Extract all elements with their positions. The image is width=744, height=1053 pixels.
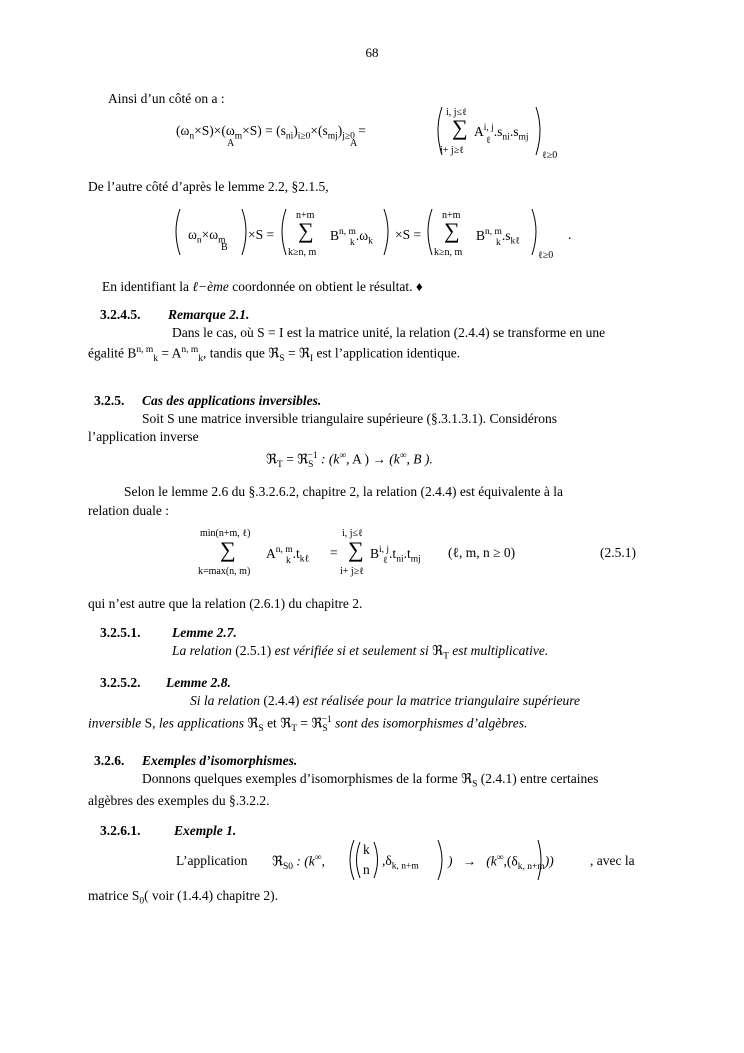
eq4-sum2-sign: ∑	[348, 537, 364, 562]
eq4-sum1-top: min(n+m, ℓ)	[200, 528, 251, 539]
exemple1-binom-top: k	[363, 842, 370, 857]
paragraph-autre-cote: De l’autre côté d’après le lemme 2.2, §2.1.5,	[88, 179, 329, 194]
section-3245-title: Remarque 2.1.	[168, 307, 250, 322]
eq2-sum1-sign: ∑	[298, 218, 314, 243]
section-3261-title: Exemple 1.	[174, 823, 237, 838]
eq1-a-sub2: A	[350, 138, 358, 149]
section-325-title: Cas des applications inversibles.	[142, 393, 322, 408]
equation-3: ℜ$_T$ = ℜ$_S^{-1}$ : (k∞, A ) → (k∞, B ).	[266, 451, 433, 471]
eq2-sum2-bot: k≥n, m	[434, 247, 463, 258]
eq1-outer-cond: ℓ≥0	[542, 150, 558, 161]
eq2-B1-sub: k	[350, 238, 355, 248]
eq4-sum1-sign: ∑	[220, 537, 236, 562]
eq4-sum1-bot: k=max(n, m)	[198, 566, 251, 577]
inversible-line2: l’application inverse	[88, 429, 199, 444]
section-3251-title: Lemme 2.7.	[172, 625, 237, 640]
eq2-times-S2: ×S =	[395, 227, 422, 242]
eq1-sum-top: i, j≤ℓ	[446, 107, 467, 118]
eq1-a-sub: A	[227, 138, 235, 149]
inversible-line1: Soit S une matrice inversible triangulaire supérieure (§.3.1.3.1). Considérons	[142, 411, 558, 426]
eq2-dot: .	[568, 227, 572, 242]
lemme28-line2: inversible S, les applications ℜ$_S$ et ℜ$_T$ = ℜ$_S^{-1}$ sont des isomorphismes d’algèbres.	[88, 715, 528, 735]
eq2-B2-sub: k	[496, 238, 501, 248]
exemple1-binom-bot: n	[363, 862, 370, 877]
eq4-A-sub: k	[286, 556, 291, 566]
eq2-sum2-sign: ∑	[444, 218, 460, 243]
eq4-term1: $A^{n, m}.t_{k\ell}$	[266, 545, 310, 565]
equation-2-brackets	[170, 205, 590, 265]
section-3251-number: 3.2.5.1.	[100, 625, 141, 640]
equation-1	[170, 103, 580, 165]
eq2-sum1-top: n+m	[296, 210, 315, 221]
isomorph-line2: algèbres des exemples du §.3.2.2.	[88, 793, 270, 808]
eq2-sum2-top: n+m	[442, 210, 461, 221]
exemple1-avec: , avec la	[590, 853, 635, 868]
section-3245-number: 3.2.4.5.	[100, 307, 141, 322]
eq4-sum2-top: i, j≤ℓ	[342, 528, 363, 539]
eq2-term1: $B^{n, m}.\omega_k$	[330, 227, 373, 247]
exemple1-text: L’application	[176, 853, 248, 868]
remarque-line1: Dans le cas, où S = I est la matrice unité, la relation (2.4.4) se transforme en une	[172, 325, 606, 340]
exemple1-line	[172, 838, 662, 882]
exemple1-delta: $,\delta_{k, n+m}$	[382, 853, 419, 872]
eq2-cond: ℓ≥0	[538, 250, 554, 261]
exemple1-arrow: ) → $(k^\infty,(\delta_{k, n+m}))$	[448, 853, 554, 873]
section-3252-number: 3.2.5.2.	[100, 675, 141, 690]
eq4-term2: $B^{i, j}.t_{ni}.t_{mj}$	[370, 545, 421, 565]
eq4-label: (2.5.1)	[600, 545, 636, 560]
lemme-line2: relation duale :	[88, 503, 169, 518]
paragraph-ainsi: Ainsi d’un côté on a :	[108, 91, 225, 106]
eq1-sum-sign: ∑	[452, 115, 468, 140]
eq2-B-sub: B	[221, 242, 228, 253]
isomorph-line1: Donnons quelques exemples d’isomorphismes de la forme ℜ$_S$ (2.4.1) entre certaines	[142, 771, 599, 790]
exemple1-line2: matrice $S_0$( voir (1.4.4) chapitre 2).	[88, 888, 278, 907]
lemme28-line1: Si la relation (2.4.4) est réalisée pour la matrice triangulaire supérieure	[190, 693, 580, 708]
eq2-sum1-bot: k≥n, m	[288, 247, 317, 258]
equation-2	[170, 205, 590, 265]
section-3252-title: Lemme 2.8.	[166, 675, 231, 690]
eq4-sum2-bot: i+ j≥ℓ	[340, 566, 364, 577]
section-325-number: 3.2.5.	[94, 393, 125, 408]
eq4-B-sub: ℓ	[383, 556, 388, 566]
section-326-number: 3.2.6.	[94, 753, 125, 768]
remarque-line2: égalité B$^{n, m}_k$ = A$^{n, m}_k$, tandis que ℜ$_S$ = ℜ$_I$ est l’application identique.	[88, 345, 461, 365]
eq1-sum-bot: i+ j≥ℓ	[440, 145, 464, 156]
eq2-times-S: ×S =	[248, 227, 275, 242]
lemme-line1: Selon le lemme 2.6 du §.3.2.6.2, chapitre 2, la relation (2.4.4) est équivalente à la	[124, 484, 563, 499]
eq2-term2: $B^{n, m}.s_{k\ell}$	[476, 227, 520, 247]
eq1-lhs: $(\omega_n\times S)\times(\omega_m\times S) = (s_{ni})_{i\ge 0}\times(s_{mj})_{j\ge 0}$ =	[176, 123, 366, 142]
eq4-cond: (ℓ, m, n ≥ 0)	[448, 545, 516, 560]
page-number: 68	[365, 45, 379, 60]
exemple1-map: ℜ$_{S0}$ : (k∞,	[272, 853, 325, 873]
eq2-omega-product: $\omega_n\times\omega_m$	[188, 227, 226, 246]
section-3261-number: 3.2.6.1.	[100, 823, 141, 838]
equation-2-5-1	[196, 527, 646, 583]
paragraph-qui: qui n’est autre que la relation (2.6.1) du chapitre 2.	[88, 596, 363, 611]
eq1-A-sub: ℓ	[486, 136, 491, 146]
lemme27-statement: La relation (2.5.1) est vérifiée si et seulement si ℜ$_T$ est multiplicative.	[172, 643, 549, 662]
eq4-eq: =	[330, 545, 338, 560]
eq1-term: $A^{i, j}.s_{ni}.s_{mj}$	[474, 123, 529, 143]
paragraph-identifiant: En identifiant la ℓ−ème coordonnée on obtient le résultat. ♦	[102, 279, 423, 294]
section-326-title: Exemples d’isomorphismes.	[142, 753, 298, 768]
